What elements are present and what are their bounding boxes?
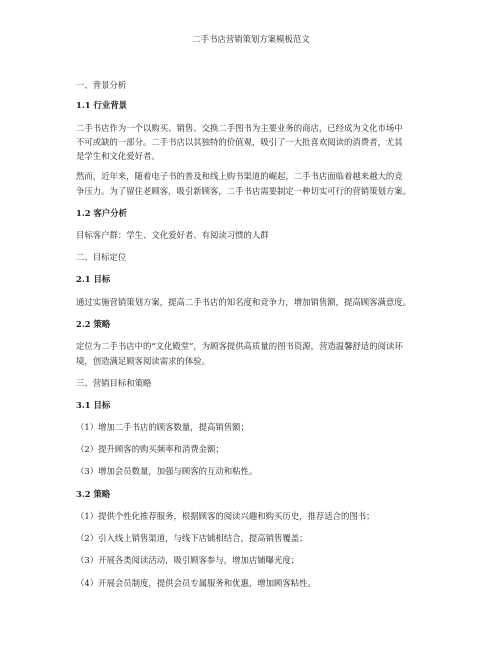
- paragraph-line: 二手书店作为一个以购买、销售、交换二手图书为主要业务的商店，已经成为文化市场中: [76, 123, 403, 133]
- section-3-heading: 三、营销目标和策略: [76, 378, 152, 388]
- section-2-heading: 二、目标定位: [76, 252, 127, 262]
- section-1-heading: 一、背景分析: [76, 80, 127, 90]
- paragraph-line: 境，创造满足顾客阅读需求的体验。: [76, 356, 210, 366]
- section-1-1-heading: 1.1 行业背景: [76, 100, 127, 110]
- section-1-2-heading: 1.2 客户分析: [76, 208, 127, 218]
- list-item: （2）提升顾客的购买频率和消费金额；: [76, 444, 224, 454]
- paragraph-line: 定位为二手书店中的“文化殿堂”，为顾客提供高质量的图书资源，营造温馨舒适的阅读环: [76, 341, 403, 351]
- paragraph-line: 通过实施营销策划方案，提高二手书店的知名度和竞争力，增加销售额，提高顾客满意度。: [76, 297, 411, 307]
- paragraph-line: 不可或缺的一部分。二手书店以其独特的价值观，吸引了一大批喜欢阅读的消费者，尤其: [76, 137, 403, 147]
- list-item: （4）开展会员制度，提供会员专属服务和优惠，增加顾客粘性。: [76, 578, 316, 588]
- paragraph-line: 是学生和文化爱好者。: [76, 151, 160, 161]
- section-3-2-heading: 3.2 策略: [76, 489, 111, 499]
- list-item: （2）引入线上销售渠道，与线下店铺相结合，提高销售覆盖；: [76, 533, 308, 543]
- section-2-2-heading: 2.2 策略: [76, 319, 111, 329]
- paragraph-line: 争压力。为了留住老顾客，吸引新顾客，二手书店需要制定一种切实可行的营销策划方案。: [76, 186, 411, 196]
- paragraph-line: 目标客户群：学生、文化爱好者、有阅读习惯的人群: [76, 230, 269, 240]
- list-item: （3）增加会员数量，加强与顾客的互动和粘性。: [76, 466, 258, 476]
- section-3-1-heading: 3.1 目标: [76, 400, 111, 410]
- paragraph-line: 然而，近年来，随着电子书的普及和线上购书渠道的崛起，二手书店面临着越来越大的竞: [76, 171, 403, 181]
- document-title: 二手书店营销策划方案模板范文: [192, 34, 310, 44]
- list-item: （1）增加二手书店的顾客数量，提高销售额；: [76, 422, 249, 432]
- list-item: （1）提供个性化推荐服务，根据顾客的阅读兴趣和购买历史，推荐适合的图书；: [76, 511, 375, 521]
- section-2-1-heading: 2.1 目标: [76, 274, 111, 284]
- list-item: （3）开展各类阅读活动，吸引顾客参与，增加店铺曝光度；: [76, 555, 300, 565]
